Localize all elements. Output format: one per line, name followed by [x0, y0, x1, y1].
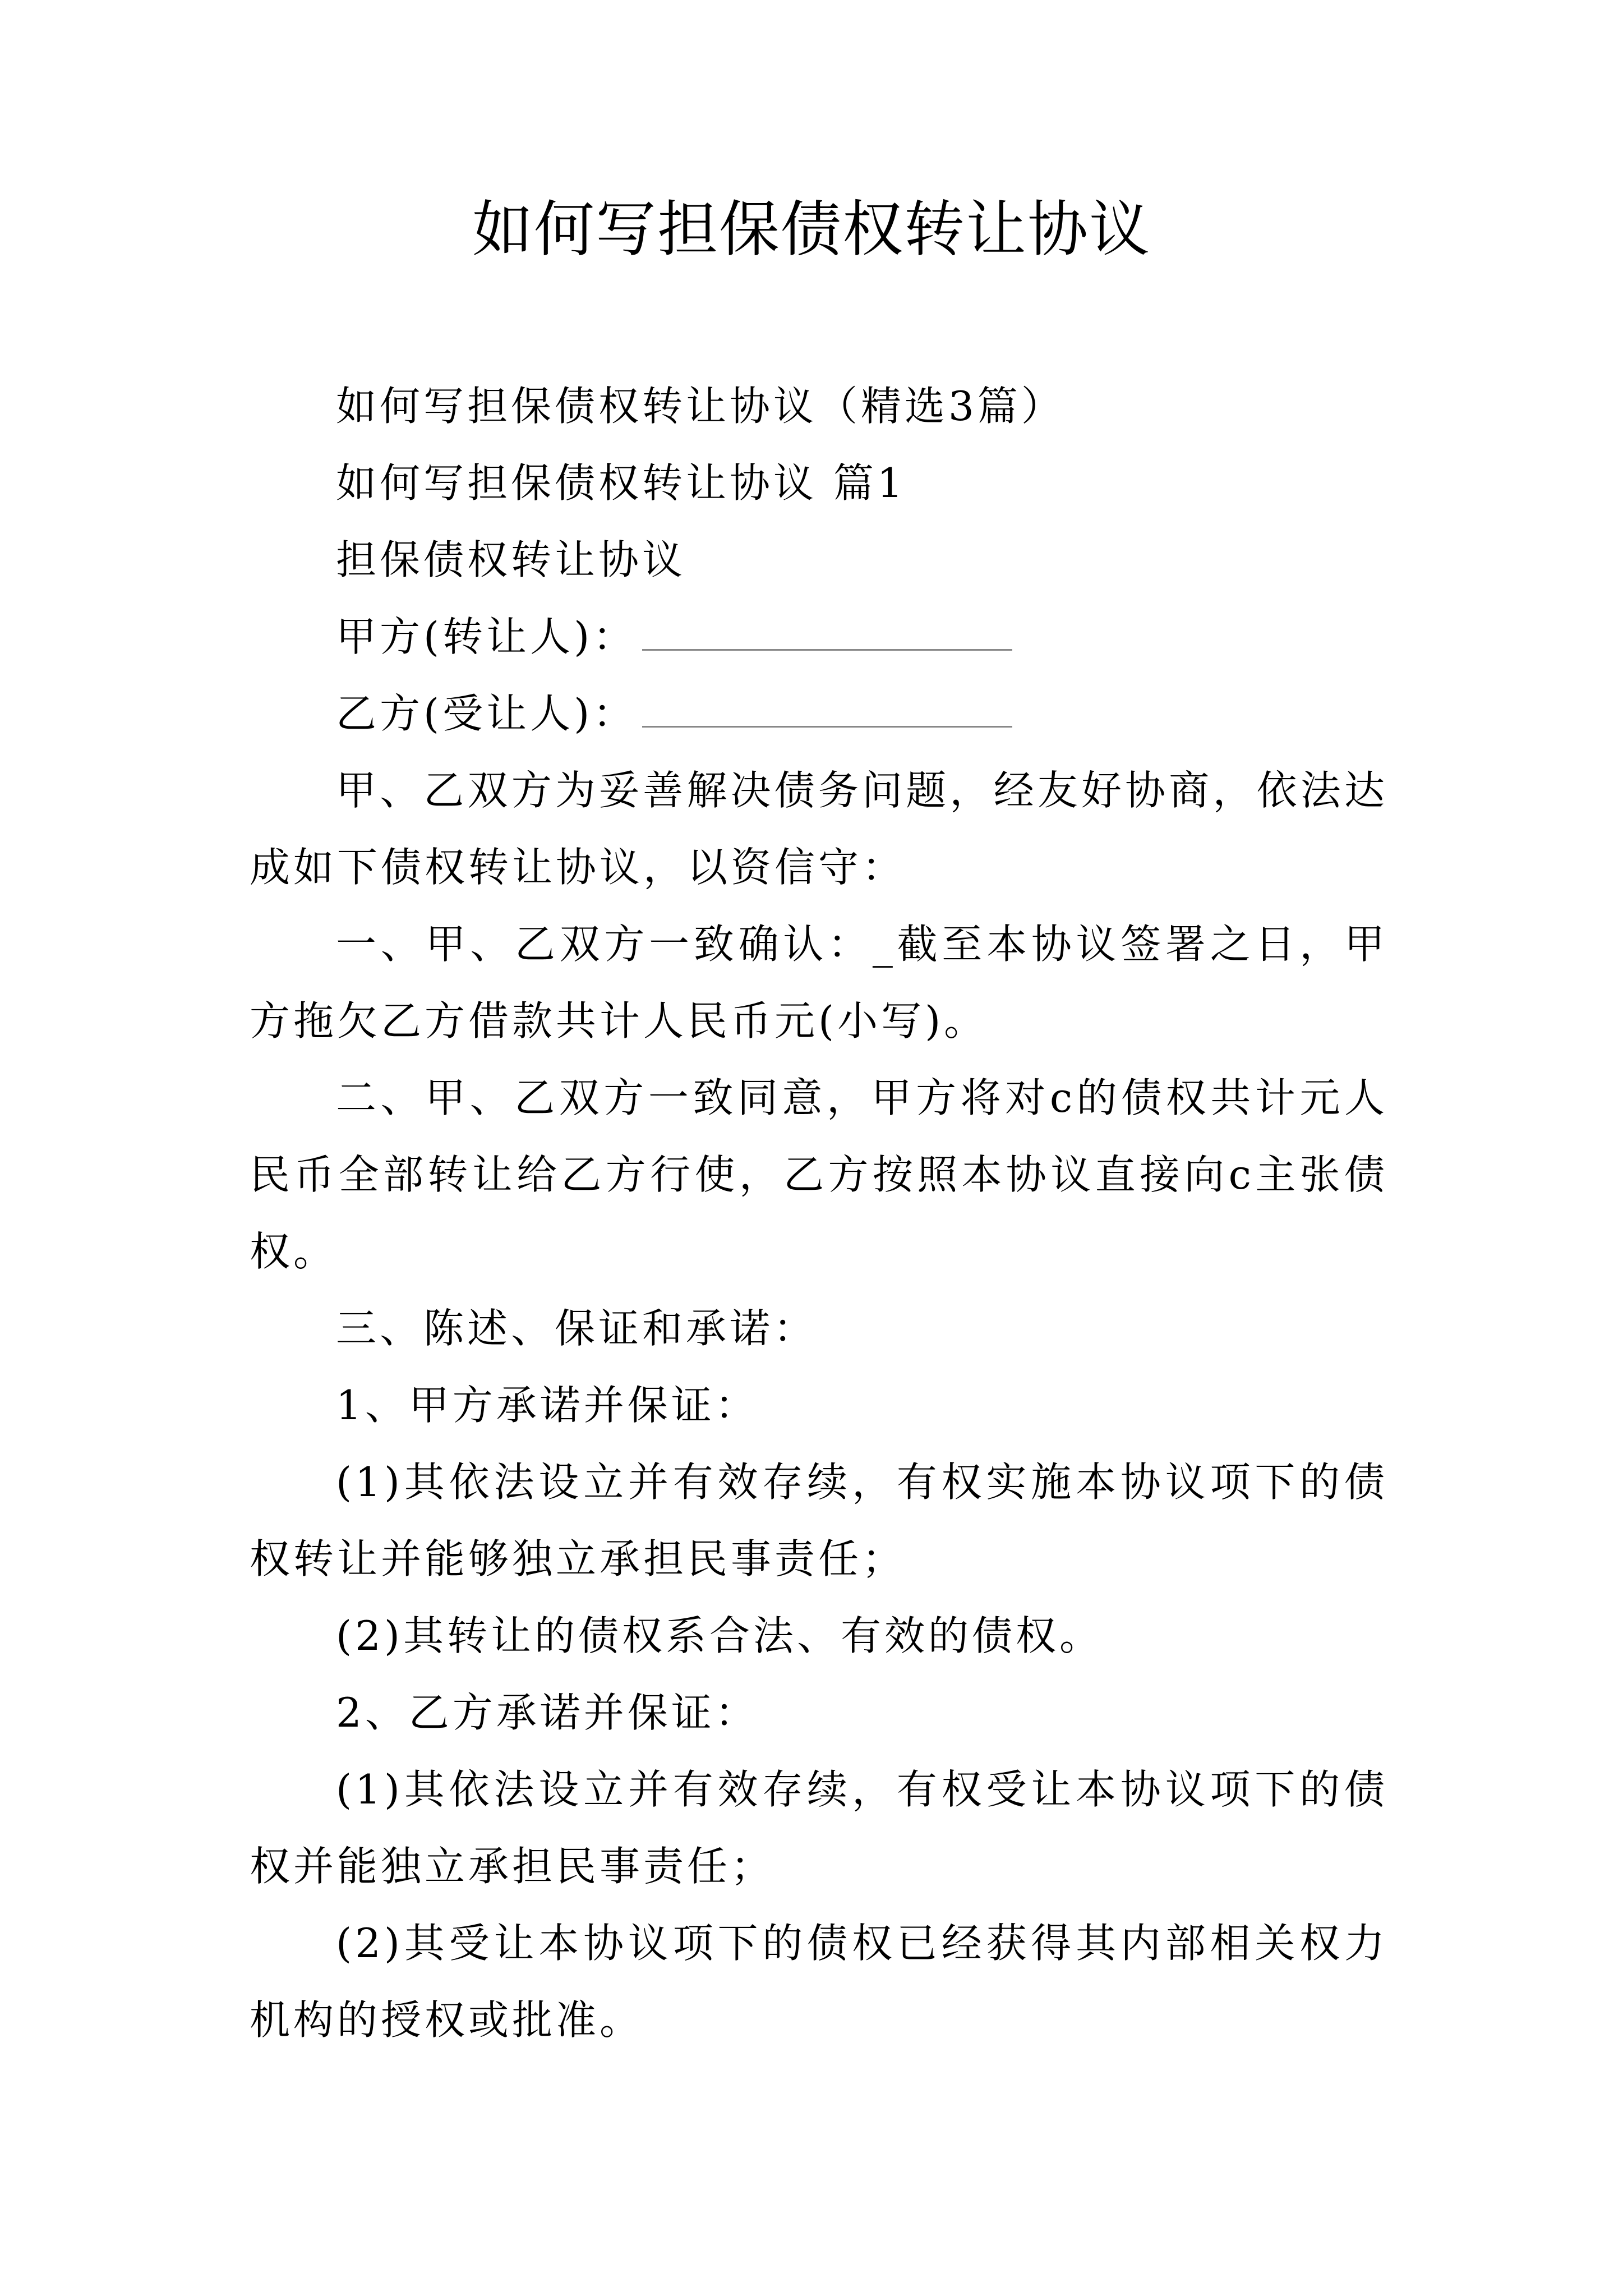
party-a-blank-line: [642, 615, 1012, 651]
paragraph-clause-3-2-b: (2)其受让本协议项下的债权已经获得其内部相关权力机构的授权或批准。: [250, 1920, 1388, 2044]
party-b-label: 乙方(受让人)：: [336, 690, 637, 737]
paragraph-clause-2: 二、甲、乙双方一致同意，甲方将对c的债权共计元人民币全部转让给乙方行使，乙方按照本协议直接向c主张债权。: [250, 1074, 1388, 1275]
paragraph-clause-3-2-a: (1)其依法设立并有效存续，有权受让本协议项下的债权并能独立承担民事责任；: [250, 1766, 1388, 1890]
paragraph-clause-3-1: 1、甲方承诺并保证：: [336, 1382, 759, 1429]
paragraph-preamble: 甲、乙双方为妥善解决债务问题，经友好协商，依法达成如下债权转让协议，以资信守：: [250, 767, 1388, 891]
paragraph-collection-title: 如何写担保债权转让协议（精选3篇）: [336, 383, 1065, 430]
document-body: [250, 368, 1388, 2059]
paragraph-party-a: [250, 599, 1388, 675]
paragraph-article-heading: 如何写担保债权转让协议 篇1: [336, 459, 906, 507]
paragraph-party-b: [250, 675, 1388, 752]
paragraph-clause-3-1-b: (2)其转让的债权系合法、有效的债权。: [336, 1612, 1103, 1659]
paragraph-agreement-title: 担保债权转让协议: [336, 536, 686, 583]
paragraph-clause-3-1-a: (1)其依法设立并有效存续，有权实施本协议项下的债权转让并能够独立承担民事责任；: [250, 1458, 1388, 1582]
document-title: 如何写担保债权转让协议: [472, 195, 1151, 265]
paragraph-clause-3-2: 2、乙方承诺并保证：: [336, 1689, 759, 1736]
paragraph-clause-3: 三、陈述、保证和承诺：: [336, 1305, 818, 1352]
party-a-label: 甲方(转让人)：: [336, 613, 637, 660]
paragraph-clause-1: 一、甲、乙双方一致确认：_截至本协议签署之日，甲方拖欠乙方借款共计人民币元(小写)。: [250, 921, 1388, 1045]
party-b-blank-line: [642, 692, 1012, 728]
